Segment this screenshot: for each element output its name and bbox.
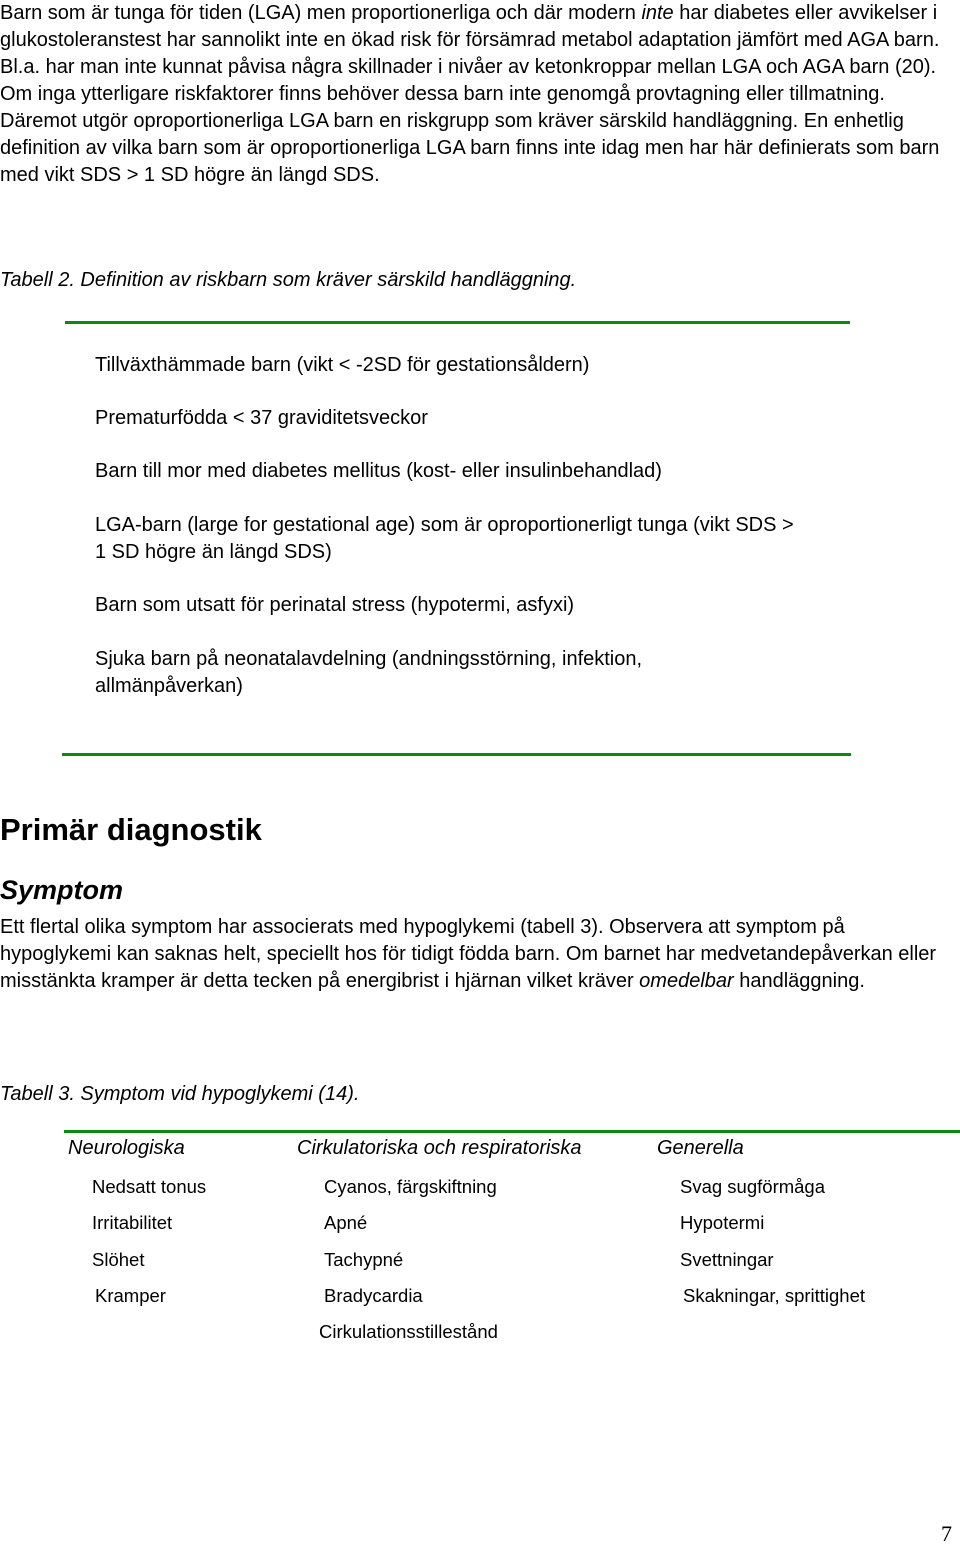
table3-cell: Slöhet — [92, 1249, 145, 1270]
table3-header-cirkulatoriska: Cirkulatoriska och respiratoriska — [297, 1137, 582, 1159]
table3-cell: Skakningar, sprittighet — [683, 1285, 866, 1306]
table3-cell: Kramper — [95, 1285, 166, 1306]
symptom-text-2: handläggning. — [733, 970, 865, 992]
table2-item: Tillväxthämmade barn (vikt < -2SD för gestationsåldern) — [95, 354, 590, 376]
table3-cell: Svettningar — [680, 1249, 774, 1270]
table2-item: Barn som utsatt för perinatal stress (hypotermi, asfyxi) — [95, 594, 575, 616]
table3-caption: Tabell 3. Symptom vid hypoglykemi (14). — [0, 1083, 360, 1105]
symptom-paragraph — [0, 914, 960, 995]
intro-text-2: har diabetes eller avvikelser i glukostoleranstest har sannolikt inte en ökad risk för försämrad metabol adaptation jämfört med AGA barn. Bl.a. har man inte kunnat påvisa några skillnader i nivåer av ketonkroppar mellan LGA och AGA barn (20). Om inga ytterligare riskfaktorer finns behöver dessa barn inte genomgå provtagning eller tillmatning. Däremot utgör oproportionerliga LGA barn en riskgrupp som kräver särskild handläggning. En enhetlig definition av vilka barn som är oproportionerliga LGA barn finns inte idag men har här definierats som barn med vikt SDS > 1 SD högre än längd SDS. — [0, 2, 940, 186]
table3-top-rule — [64, 1130, 960, 1133]
section-subheading: Symptom — [0, 875, 124, 905]
intro-emphasis: inte — [641, 2, 674, 24]
table2-item: Prematurfödda < 37 graviditetsveckor — [95, 407, 428, 429]
table3-cell: Apné — [324, 1212, 368, 1233]
table3-cell: Nedsatt tonus — [92, 1176, 207, 1197]
table2-caption: Tabell 2. Definition av riskbarn som kräver särskild handläggning. — [0, 269, 577, 291]
section-heading: Primär diagnostik — [0, 812, 262, 847]
intro-text-1: Barn som är tunga för tiden (LGA) men proportionerliga och där modern — [0, 2, 642, 24]
table3-cell: Svag sugförmåga — [680, 1176, 826, 1197]
table2-item: LGA-barn (large for gestational age) som är oproportionerligt tunga (vikt SDS > 1 SD högre än längd SDS) — [95, 514, 794, 563]
table3-cell: Cyanos, färgskiftning — [324, 1176, 497, 1197]
table2-item: Sjuka barn på neonatalavdelning (andningsstörning, infektion, allmänpåverkan) — [95, 648, 643, 697]
table2-bottom-rule — [62, 753, 851, 756]
table2-top-rule — [65, 321, 850, 324]
table3-cell: Hypotermi — [680, 1212, 765, 1233]
table3-cell: Tachypné — [324, 1249, 404, 1270]
table3-cell: Bradycardia — [324, 1285, 423, 1306]
table3-header-generella: Generella — [657, 1137, 744, 1159]
page-number: 7 — [941, 1521, 952, 1546]
symptom-text-1: Ett flertal olika symptom har associerats med hypoglykemi (tabell 3). Observera att symptom på hypoglykemi kan saknas helt, speciellt hos för tidigt födda barn. Om barnet har medvetandepåverkan eller misstänkta kramper är detta tecken på energibrist i hjärnan vilket kräver — [0, 916, 937, 992]
table3-header-neurologiska: Neurologiska — [68, 1137, 185, 1159]
intro-paragraph — [0, 0, 960, 189]
table3-cell: Irritabilitet — [92, 1212, 173, 1233]
table3-cell: Cirkulationsstillestånd — [319, 1321, 498, 1342]
table2-item: Barn till mor med diabetes mellitus (kost- eller insulinbehandlad) — [95, 460, 662, 482]
symptom-emphasis: omedelbar — [639, 970, 734, 992]
